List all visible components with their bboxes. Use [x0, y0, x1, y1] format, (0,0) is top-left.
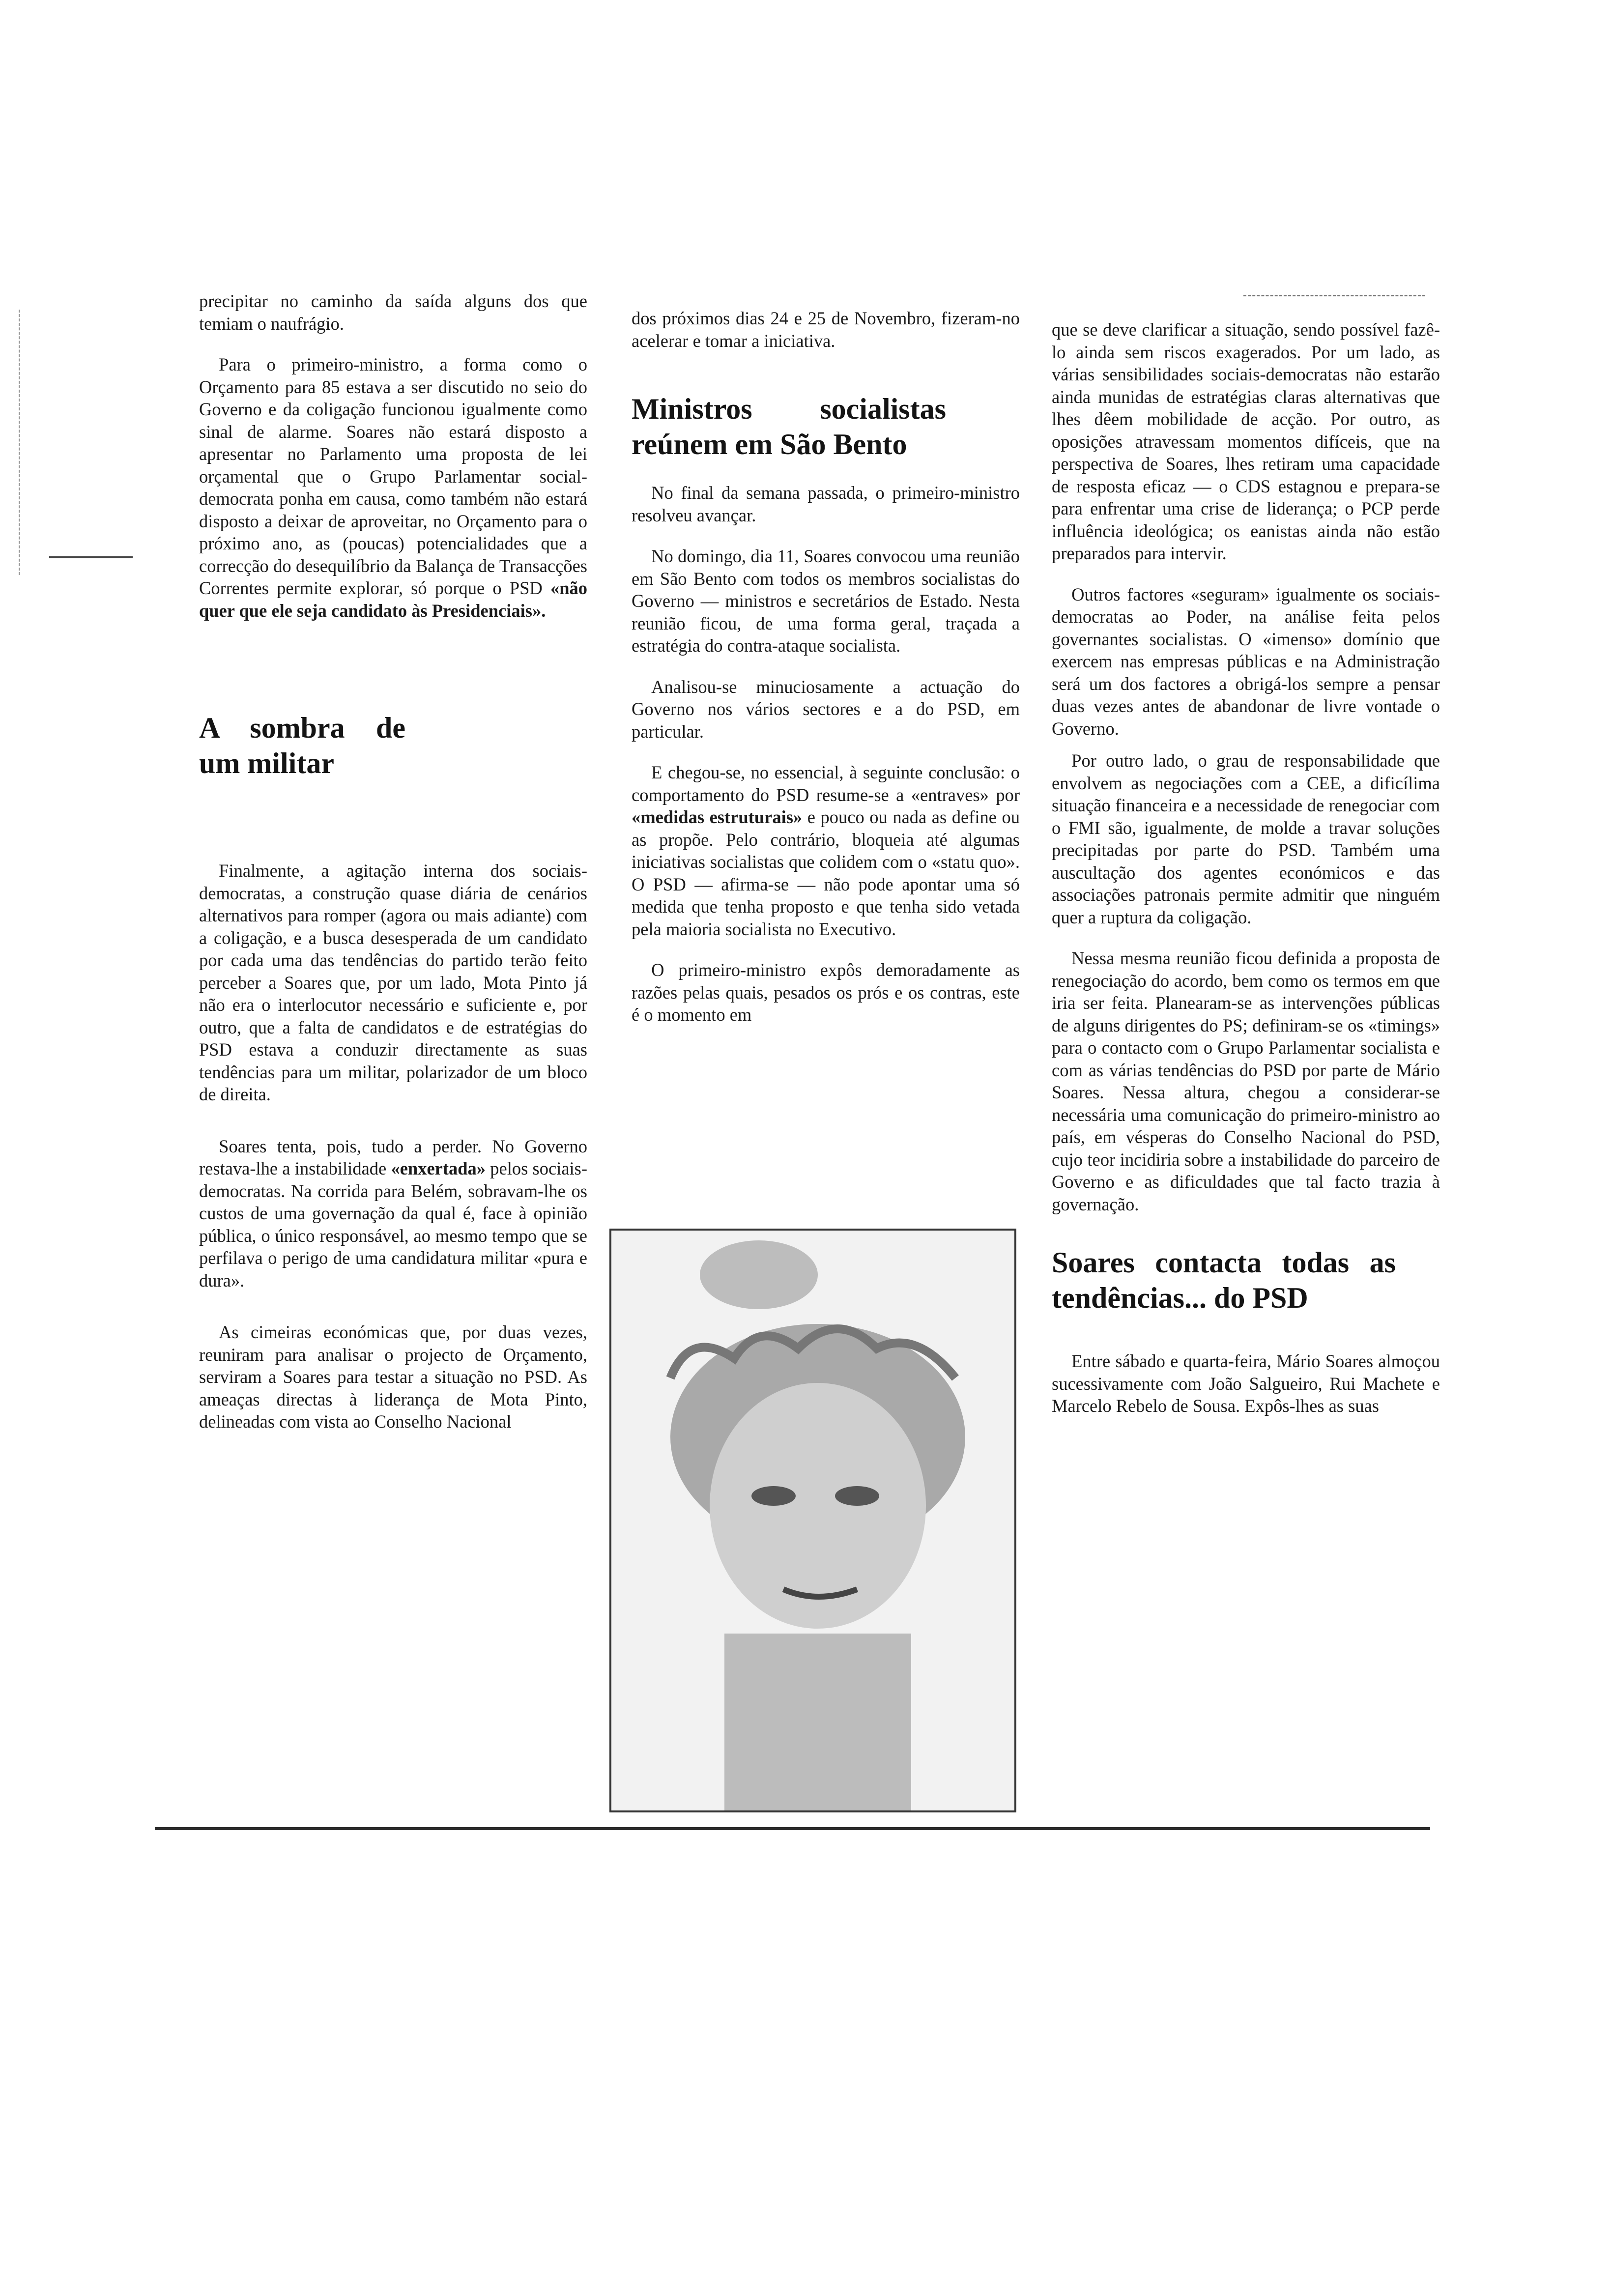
- paragraph: precipitar no caminho da saída alguns dos que temiam o naufrágio.: [199, 291, 587, 334]
- portrait-illustration: [611, 1231, 1014, 1810]
- paragraph: [632, 761, 1020, 940]
- bottom-rule: [155, 1827, 1430, 1830]
- paragraph-text: Soares tenta, pois, tudo a perder. No Governo restava-lhe a instabilidade: [199, 1136, 587, 1178]
- paragraph: No domingo, dia 11, Soares convocou uma reunião em São Bento com todos os membros socialistas do Governo — ministros e secretários de Estado. Nesta reunião ficou, de uma forma geral, traçada a estratégia do contra-ataque socialista.: [632, 546, 1020, 656]
- top-right-rule: [1243, 295, 1425, 296]
- column-1: [199, 290, 587, 1452]
- paragraph: As cimeiras económicas que, por duas vezes, reuniram para analisar o projecto de Orçamento, serviram a Soares para testar a situação no PSD. As ameaças directas à liderança de Mota Pinto, delineadas com vista ao Conselho Nacional: [199, 1322, 587, 1432]
- paragraph: Outros factores «seguram» igualmente os sociais-democratas ao Poder, na análise feita pelos governantes socialistas. O «imenso» domínio que exercem nas empresas públicas e na Administração será um dos factores a obrigá-los sempre a pensar duas vezes antes de abandonar de livre vontade o Governo.: [1052, 584, 1440, 739]
- paragraph: Nessa mesma reunião ficou definida a proposta de renegociação do acordo, bem como os termos em que iria ser feita. Planearam-se as intervenções públicas de alguns dirigentes do PS; definiram-se os «timings» para o contacto com o Grupo Parlamentar socialista e com as várias tendências do PSD por parte de Mário Soares. Nessa altura, chegou a considerar-se necessária uma comunicação do primeiro-ministro ao país, em vésperas do Conselho Nacional do PSD, cujo teor incidiria sobre a instabilidade do parceiro de Governo e as dificuldades que tal facto trazia à governação.: [1052, 948, 1440, 1214]
- paragraph-text: pelos sociais-democratas. Na corrida para Belém, sobravam-lhe os custos de uma governação da qual é, face à opinião pública, o único responsável, ao mesmo tempo que se perfilava o perigo de uma candidatura militar «pura e dura».: [199, 1158, 588, 1291]
- paragraph: O primeiro-ministro expôs demoradamente as razões pelas quais, pesados os prós e os contras, este é o momento em: [632, 960, 1020, 1025]
- paragraph: Analisou-se minuciosamente a actuação do Governo nos vários sectores e a do PSD, em particular.: [632, 676, 1020, 742]
- section-heading: Soares contacta todas as tendências... do PSD: [1052, 1246, 1396, 1314]
- portrait-photo: [609, 1229, 1016, 1812]
- column-3: [1052, 318, 1440, 1436]
- column-2: [632, 307, 1020, 1045]
- section-heading: Ministros socialistas reúnem em São Bento: [632, 393, 946, 460]
- paragraph: [199, 1135, 587, 1292]
- paragraph-text: E chegou-se, no essencial, à seguinte conclusão: o comportamento do PSD resume-se a «entraves» por: [632, 762, 1020, 805]
- section-heading: A sombra de um militar: [199, 712, 405, 779]
- paragraph: Finalmente, a agitação interna dos sociais-democratas, a construção quase diária de cenários alternativos para romper (agora ou mais adiante) com a coligação, e a busca desesperada de um candidato por cada uma das tendências do partido terão feito perceber a Soares que, por um lado, Mota Pinto já não era o interlocutor necessário e suficiente e, por outro, que a falta de candidatos e de estratégias do PSD estava a conduzir directamente as suas tendências para um militar, polarizador de um bloco de direita.: [199, 861, 587, 1104]
- paragraph-text: e pouco ou nada as define ou as propõe. Pelo contrário, bloqueia até algumas iniciativas socialistas que colidem com o «statu quo». O PSD — afirma-se — não pode apontar uma só medida que tenha proposto e que tenha sido vetada pela maioria socialista no Executivo.: [632, 807, 1020, 939]
- paragraph: dos próximos dias 24 e 25 de Novembro, fizeram-no acelerar e tomar a iniciativa.: [632, 308, 1020, 351]
- paragraph: Por outro lado, o grau de responsabilidade que envolvem as negociações com a CEE, a dificílima situação financeira e a necessidade de renegociar com o FMI são, igualmente, de molde a travar soluções precipitadas por parte do PSD. Também uma auscultação dos agentes económicos e das associações patronais permite admitir que ninguém quer a ruptura da coligação.: [1052, 750, 1440, 927]
- margin-ticks: [19, 310, 24, 575]
- paragraph: [199, 353, 587, 622]
- margin-mark: [49, 556, 133, 558]
- paragraph-text: Para o primeiro-ministro, a forma como o Orçamento para 85 estava a ser discutido no seio do Governo e da coligação funcionou igualmente como sinal de alarme. Soares não estará disposto a apresentar no Parlamento uma proposta de lei orçamental que o Grupo Parlamentar social-democrata ponha em causa, como também não estará disposto a deixar de aproveitar, no Orçamento para o próximo ano, as (poucas) potencialidades que a correcção do desequilíbrio da Balança de Transacções Correntes permite explorar, só porque o PSD: [199, 354, 587, 598]
- paragraph: que se deve clarificar a situação, sendo possível fazê-lo ainda sem riscos exagerados. Por um lado, as várias sensibilidades sociais-democratas não estarão ainda munidas de estratégias claras alternativas que lhes dêem mobilidade de acção. Por outro, as oposições atravessam momentos difíceis, que na perspectiva de Soares, lhes retiram uma capacidade de resposta eficaz — o CDS estagnou e prepara-se para enfrentar uma crise de liderança; o PCP perde influência ideológica; os eanistas ainda não estão preparados para intervir.: [1052, 319, 1440, 563]
- paragraph: Entre sábado e quarta-feira, Mário Soares almoçou sucessivamente com João Salgueiro, Rui Machete e Marcelo Rebelo de Sousa. Expôs-lhes as suas: [1052, 1351, 1440, 1416]
- paragraph-emphasis: «não quer que ele seja candidato às Presidenciais».: [199, 578, 587, 621]
- paragraph-emphasis: «medidas estruturais»: [632, 807, 803, 827]
- paragraph: No final da semana passada, o primeiro-ministro resolveu avançar.: [632, 483, 1020, 525]
- paragraph-emphasis: «enxertada»: [391, 1158, 486, 1178]
